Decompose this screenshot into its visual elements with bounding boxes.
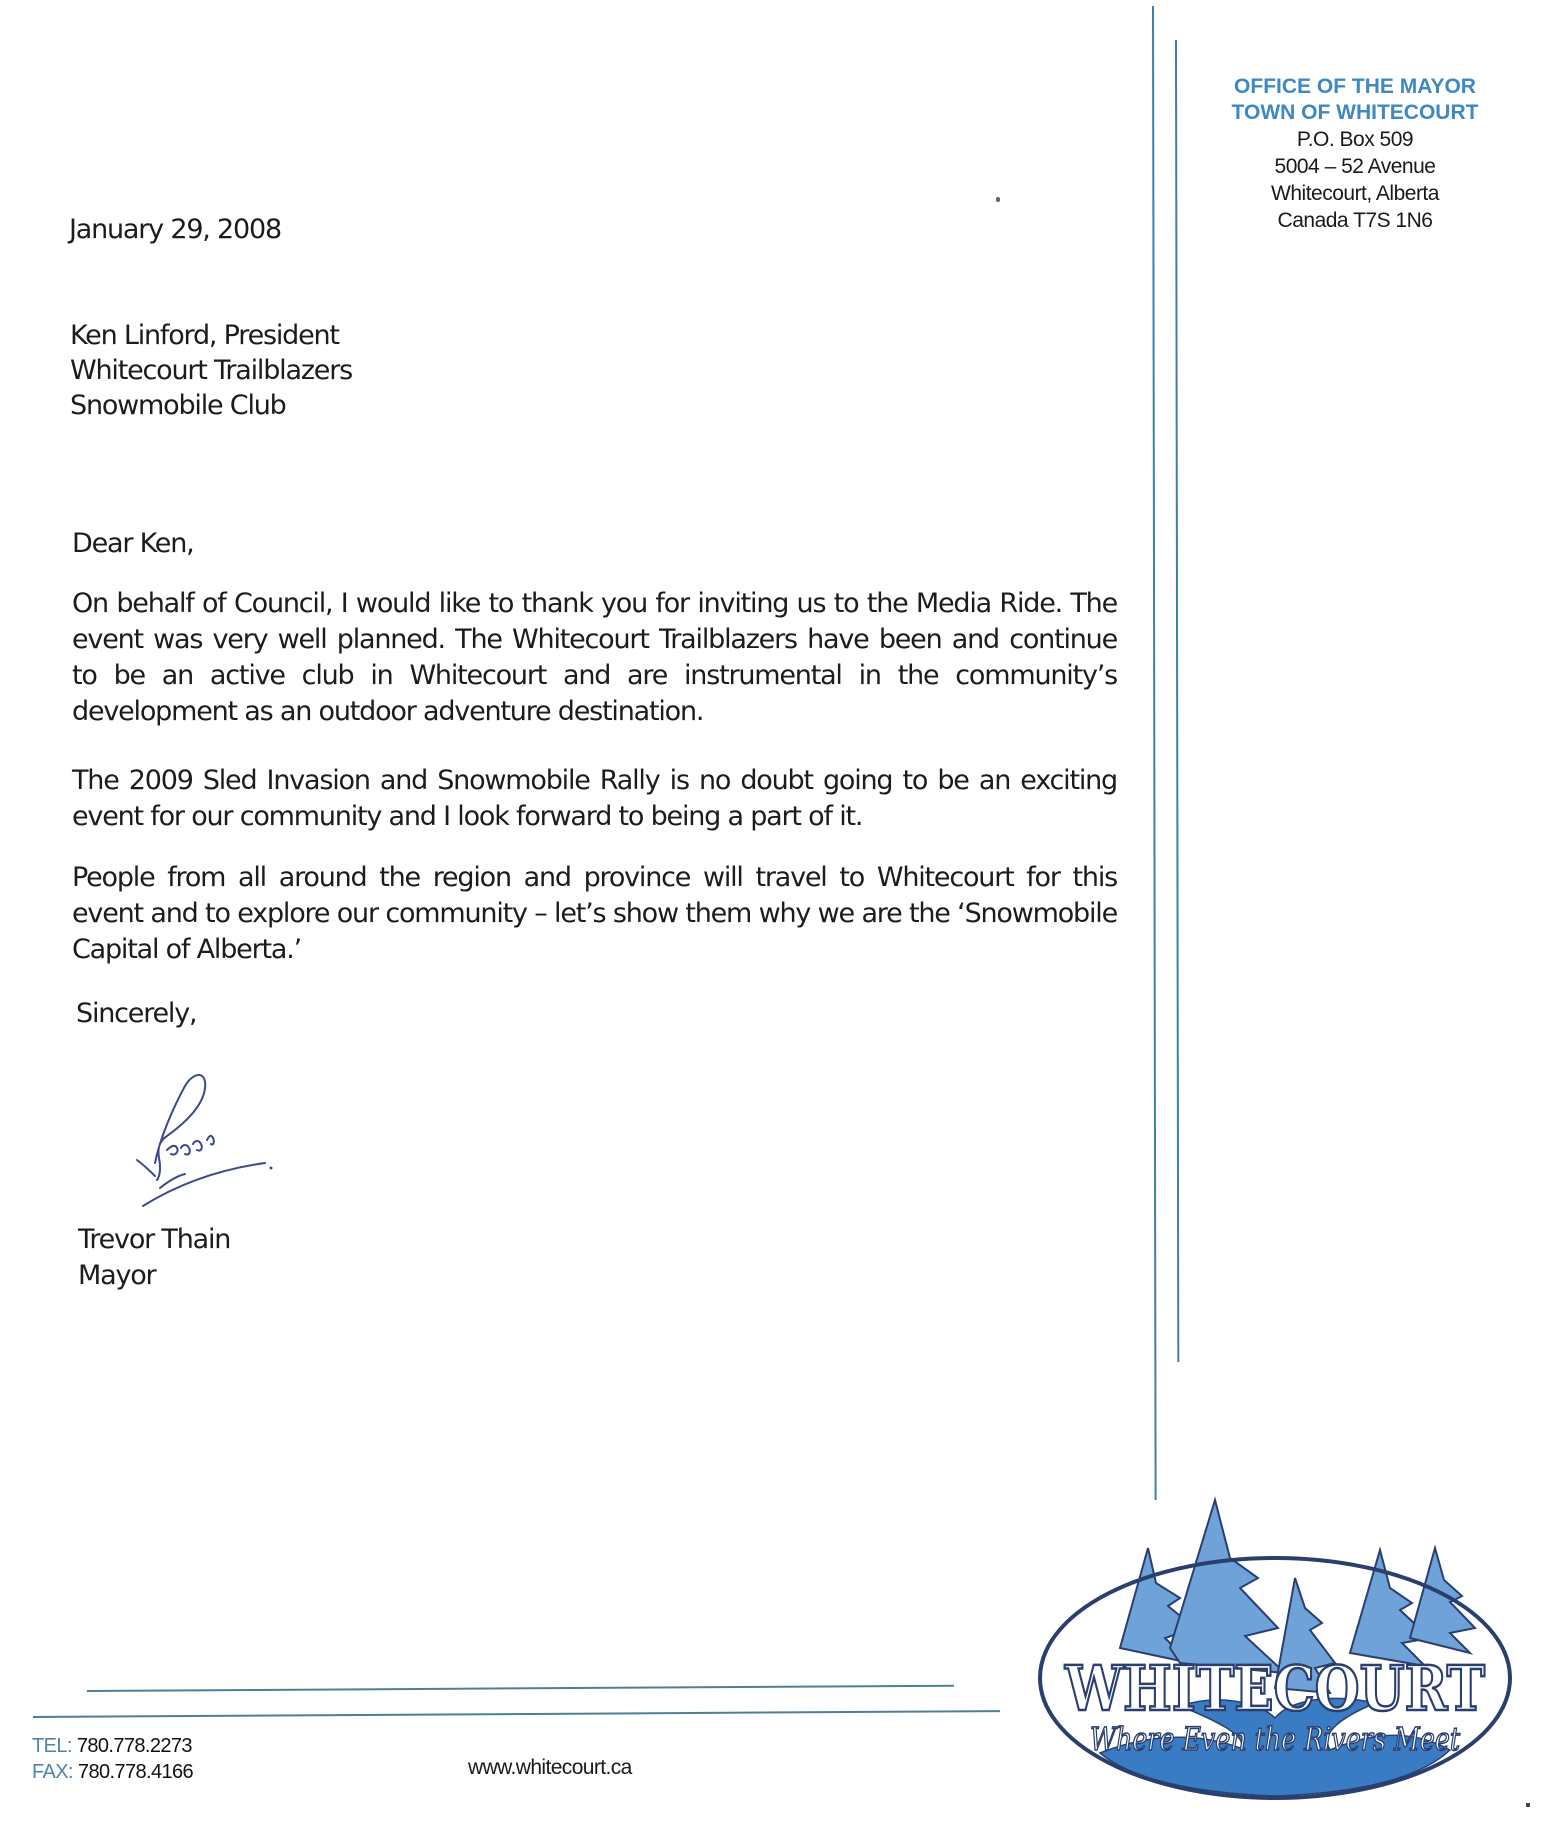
vertical-rule-inner [1175,40,1179,1362]
body-paragraph: On behalf of Council, I would like to thank you for inviting us to the Media Ride. The event was very well planned. The Whitecourt Trailblazers have been and continue to be an active club in Whitecourt and are instrumental in the community’s development as an outdoor adventure destination. [72,588,1117,727]
tel-line [32,1733,193,1759]
scan-speck [996,197,1000,202]
address-line: P.O. Box 509 [1296,128,1414,151]
fax-number: 780.778.4166 [77,1761,194,1783]
address-line: 5004 – 52 Avenue [1274,155,1436,178]
signature-icon [115,1068,275,1213]
recipient-line: Snowmobile Club [70,390,286,421]
salutation: Dear Ken, [72,528,194,559]
letter-date: January 29, 2008 [69,214,281,245]
footer-rule-upper [87,1685,954,1692]
letterhead [1205,74,1505,234]
recipient-line: Whitecourt Trailblazers [70,355,352,386]
office-title: OFFICE OF THE MAYOR [1234,75,1476,98]
recipient-block [70,318,352,423]
tel-label: TEL: [32,1735,72,1757]
closing: Sincerely, [76,998,197,1029]
vertical-rule-outer [1152,6,1157,1500]
whitecourt-logo [1030,1488,1520,1808]
address-line: Canada T7S 1N6 [1277,209,1433,232]
contact-block [32,1733,193,1785]
fax-line [32,1759,193,1785]
logo-tagline: Where Even the Rivers Meet [1090,1720,1461,1758]
tel-number: 780.778.2273 [76,1735,192,1757]
website-link[interactable]: www.whitecourt.ca [468,1756,632,1779]
body-paragraph: The 2009 Sled Invasion and Snowmobile Rally is no doubt going to be an exciting event for our community and I look forward to being a part of it. [72,765,1117,832]
logo-name: WHITECOURT [1064,1652,1485,1725]
scan-speck [1526,1803,1530,1807]
town-title: TOWN OF WHITECOURT [1231,101,1479,124]
address-line: Whitecourt, Alberta [1271,182,1439,205]
signer-name: Trevor Thain [78,1224,231,1255]
body-paragraph: People from all around the region and province will travel to Whitecourt for this event and to explore our community – let’s show them why we are the ‘Snowmobile Capital of Alberta.’ [72,862,1117,965]
recipient-line: Ken Linford, President [70,320,339,351]
signer-title: Mayor [78,1260,156,1291]
signer-block [78,1222,230,1294]
footer-rule-lower [33,1710,1000,1718]
fax-label: FAX: [32,1761,73,1783]
